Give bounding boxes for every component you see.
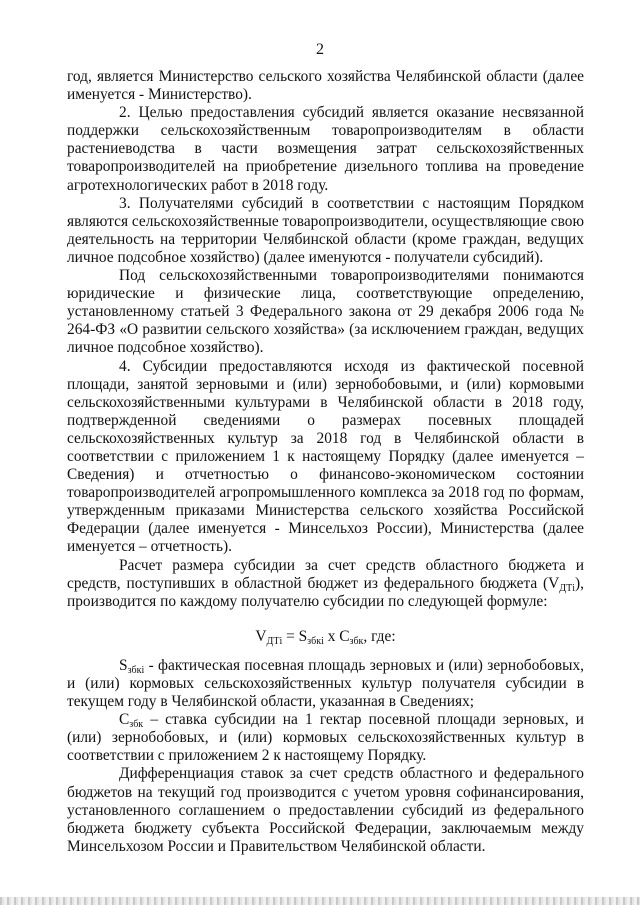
formula-c-subscript: збк	[349, 635, 364, 647]
paragraph-8	[67, 711, 584, 765]
formula-v: V	[255, 627, 267, 645]
formula-x: x C	[323, 627, 350, 645]
scan-edge-strip	[0, 897, 640, 905]
paragraph-7	[67, 657, 584, 711]
paragraph-4: Под сельскохозяйственными товаропроизводителями понимаются юридические и физические лица, соответствующие определению, установленному статьей 3 Федерального закона от 29 декабря 2006 года № 264-ФЗ «О развитии сельского хозяйства» (за исключением граждан, ведущих личное подсобное хозяйство).	[67, 267, 584, 357]
paragraph-6-subscript: ДТi	[559, 582, 576, 594]
paragraph-6-text-a: Расчет размера субсидии за счет средств областного бюджета и средств, поступивших в областной бюджет из федерального бюджета (V	[67, 556, 584, 592]
paragraph-7-text: - фактическая посевная площадь зерновых и (или) зернобобовых, и (или) кормовых сельскохозяйственных культур получателя субсидии в текущем году в Челябинской области, указанная в Сведениях;	[67, 656, 584, 711]
paragraph-6	[67, 557, 584, 611]
paragraph-6-text-b: ), производится по каждому получателю субсидии по следующей формуле:	[67, 574, 584, 610]
formula-v-subscript: ДТi	[266, 635, 283, 647]
paragraph-1: год, является Министерство сельского хозяйства Челябинской области (далее именуется - Министерство).	[67, 68, 584, 104]
paragraph-7-symbol: S	[119, 656, 128, 674]
paragraph-9: Дифференциация ставок за счет средств областного и федерального бюджетов на текущий год производится с учетом уровня софинансирования, установленного соглашением о предоставлении субсидий из федерального бюджета бюджету субъекта Российской Федерации, заключаемым между Минсельхозом России и Правительством Челябинской области.	[67, 765, 584, 855]
formula-tail: , где:	[363, 627, 396, 645]
paragraph-2: 2. Целью предоставления субсидий является оказание несвязанной поддержки сельскохозяйственным товаропроизводителям в области растениеводства в части возмещения затрат сельскохозяйственных товаропроизводителей на приобретение дизельного топлива на проведение агротехнологических работ в 2018 году.	[67, 104, 584, 194]
page-number: 2	[316, 41, 324, 58]
paragraph-8-symbol: C	[119, 711, 130, 729]
formula-s-subscript: збкi	[307, 635, 324, 647]
document-body	[67, 68, 584, 856]
paragraph-8-text: – ставка субсидии на 1 гектар посевной площади зерновых, и (или) зернобобовых, и (или) кормовых сельскохозяйственных культур в соответствии с приложением 2 к настоящему Порядку.	[67, 711, 584, 765]
paragraph-5: 4. Субсидии предоставляются исходя из фактической посевной площади, занятой зерновыми и (или) зернобобовыми, и (или) кормовыми сельскохозяйственными культурами в Челябинской области в 2018 году, подтвержденной сведениями о размерах посевных площадей сельскохозяйственных культур за 2018 год в Челябинской области в соответствии с приложением 1 к настоящему Порядку (далее именуется – Сведения) и отчетностью о финансово-экономическом состоянии товаропроизводителей агропромышленного комплекса за 2018 год по формам, утвержденным приказами Министерства сельского хозяйства Российской Федерации (далее именуется - Минсельхоз России), Министерства (далее именуется – отчетность).	[67, 357, 584, 556]
paragraph-3: 3. Получателями субсидий в соответствии с настоящим Порядком являются сельскохозяйственные товаропроизводители, осуществляющие свою деятельность на территории Челябинской области (кроме граждан, ведущих личное подсобное хозяйство) (далее именуются - получатели субсидий).	[67, 194, 584, 266]
formula	[67, 628, 584, 646]
paragraph-7-subscript: збкi	[127, 664, 145, 676]
formula-eq: = S	[282, 627, 308, 645]
paragraph-8-subscript: збк	[129, 719, 144, 731]
